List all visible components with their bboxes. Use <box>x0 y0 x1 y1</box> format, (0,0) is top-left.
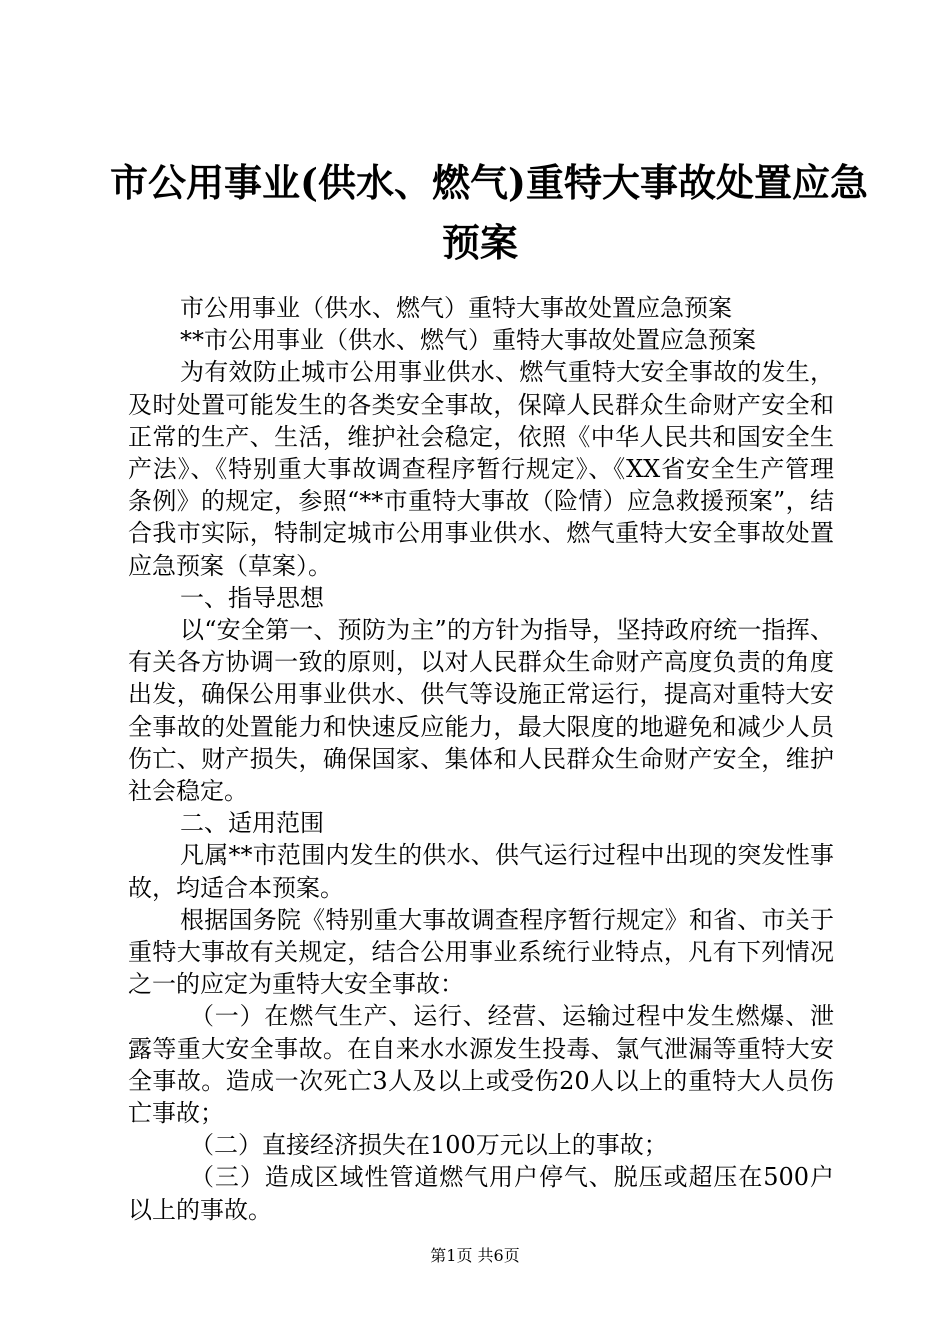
paragraph-criteria-item-1: （一）在燃气生产、运行、经营、运输过程中发生燃爆、泄露等重大安全事故。在自来水水源发生投毒、氯气泄漏等重特大安全事故。造成一次死亡3人及以上或受伤20人以上的重特大人员伤亡事故； <box>128 1002 834 1128</box>
paragraph-criteria-intro: 根据国务院《特别重大事故调查程序暂行规定》和省、市关于重特大事故有关规定，结合公用事业系统行业特点，凡有下列情况之一的应定为重特大安全事故： <box>128 905 834 999</box>
paragraph-criteria-item-2: （二）直接经济损失在100万元以上的事故； <box>190 1131 668 1160</box>
paragraph-purpose: 为有效防止城市公用事业供水、燃气重特大安全事故的发生，及时处置可能发生的各类安全事故，保障人民群众生命财产安全和正常的生产、生活，维护社会稳定，依照《中华人民共和国安全生产法》、《特别重大事故调查程序暂行规定》、《XX省安全生产管理条例》的规定，参照“**市重特大事故（险情）应急救援预案”，结合我市实际，特制定城市公用事业供水、燃气重特大安全事故处置应急预案（草案）。 <box>128 358 834 580</box>
paragraph-scope: 凡属**市范围内发生的供水、供气运行过程中出现的突发性事故，均适合本预案。 <box>128 841 834 902</box>
document-title-line-2: 预案 <box>441 220 518 265</box>
paragraph-plan-name: **市公用事业（供水、燃气）重特大事故处置应急预案 <box>180 326 756 355</box>
document-body <box>128 292 834 1226</box>
page-number-footer: 第1页 共6页 <box>430 1246 520 1265</box>
section-heading-scope: 二、适用范围 <box>180 809 324 838</box>
paragraph-criteria-item-3: （三）造成区域性管道燃气用户停气、脱压或超压在500户以上的事故。 <box>128 1163 834 1224</box>
paragraph-guiding-principle: 以“安全第一、预防为主”的方针为指导，坚持政府统一指挥、有关各方协调一致的原则，以对人民群众生命财产高度负责的角度出发，确保公用事业供水、供气等设施正常运行，提高对重特大安全事故的处置能力和快速反应能力，最大限度的地避免和减少人员伤亡、财产损失，确保国家、集体和人民群众生命财产安全，维护社会稳定。 <box>128 616 834 806</box>
paragraph-subtitle: 市公用事业（供水、燃气）重特大事故处置应急预案 <box>180 294 732 322</box>
document-title-line-1: 市公用事业(供水、燃气)重特大事故处置应急 <box>110 160 868 205</box>
section-heading-guiding-principle: 一、指导思想 <box>180 583 324 612</box>
